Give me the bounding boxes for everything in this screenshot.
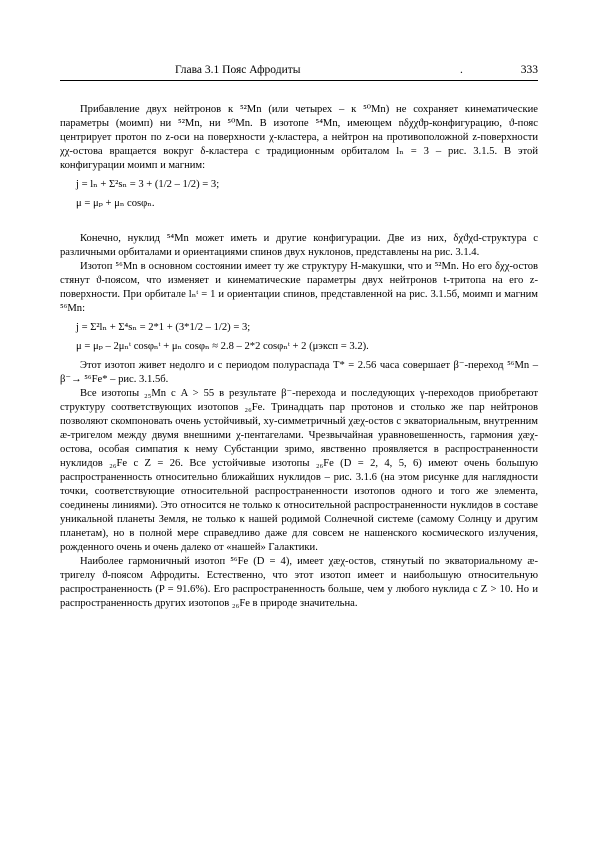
formula-3: j = Σ²lₙ + Σ⁴sₙ = 2*1 + (3*1/2 – 1/2) = 3; bbox=[76, 322, 251, 333]
page-number: 333 bbox=[520, 64, 538, 76]
chapter-title: Глава 3.1 Пояс Афродиты bbox=[175, 64, 301, 76]
paragraph-2: Конечно, нуклид ⁵⁴Mn может иметь и другие конфигурации. Две из них, δχϑχd-структура с различными орбиталами и ориентациями спинов двух нуклонов, представлены на рис. 3.1.4. bbox=[60, 233, 538, 258]
formula-2: μ = μₚ + μₙ cosφₙ. bbox=[76, 198, 155, 209]
formula-1: j = lₙ + Σ²sₙ = 3 + (1/2 – 1/2) = 3; bbox=[76, 179, 220, 190]
formula-4: μ = μₚ – 2μₙᵗ cosφₙᵗ + μₙ cosφₙ ≈ 2.8 – 2*2 cosφₙᵗ + 2 (μэксп = 3.2). bbox=[76, 341, 369, 352]
paragraph-4: Этот изотоп живет недолго и с периодом полураспада T* = 2.56 часа совершает β⁻-переход ⁵⁶Mn –β⁻→ ⁵⁶Fe* – рис. 3.1.5б. bbox=[60, 360, 538, 385]
paragraph-6: Наиболее гармоничный изотоп ⁵⁶Fe (D = 4), имеет χæχ-остов, стянутый по экваториальному æ-тригелу ϑ-поясом Афродиты. Естественно, что этот изотоп имеет и наибольшую относительную распространенность (P = 91.6%). Его распространенность больше, чем у любого нуклида с Z > 10. Но и распространенность других изотопов ₂₆Fe в природе значительна. bbox=[60, 556, 538, 609]
running-header bbox=[60, 64, 538, 81]
paragraph-1: Прибавление двух нейтронов к ⁵²Mn (или четырех – к ⁵⁰Mn) не сохраняет кинематические параметры (моимп) ни ⁵²Mn, ни ⁵⁰Mn. В изотопе ⁵⁴Mn, имеющем nδχχϑp-конфигурацию, ϑ-пояс центрирует протон по z-оси на поверхности χ-кластера, а нейтрон на противоположной z-поверхности χχ-остова вращается вокруг δ-кластера с традиционным орбиталом lₙ = 3 – рис. 3.1.5. В этой конфигурации моимп и магним: bbox=[60, 104, 538, 171]
header-dot: . bbox=[460, 64, 463, 76]
paragraph-3: Изотоп ⁵⁶Mn в основном состоянии имеет ту же структуру Н-макушки, что и ⁵²Mn. Но его δχχ-остов стянут ϑ-поясом, что изменяет и кинематические параметры двух нейтронов t-тритопа на его z-поверхности. При орбитале lₙᵗ = 1 и ориентации спинов, представленной на рис. 3.1.5б, моимп и магним ⁵⁶Mn: bbox=[60, 261, 538, 314]
page-body bbox=[60, 103, 538, 611]
spacer bbox=[60, 216, 538, 232]
paragraph-5: Все изотопы ₂₅Mn с A > 55 в результате β⁻-перехода и последующих γ-переходов приобретают структуру соответствующих изотопов ₂₆Fe. Тринадцать пар протонов и столько же пар нейтронов позволяют скомпоновать очень устойчивый, xy-симметричный χæχ-остов с экваториальным, внутренним æ-тригелом между двумя внешними χ-пентагелами. Чрезвычайная уравновешенность, гармония χæχ-остова, особая симпатия к нему Субстанции зримо, явственно проявляется в распространенности нуклидов ₂₆Fe с Z = 26. Все устойчивые изотопы ₂₆Fe (D = 2, 4, 5, 6) имеют очень большую распространенность относительно ближайших нуклидов – рис. 3.1.6 (на этом рисунке для наглядности точки, соответствующие относительной распространенности изотопов одного и того же элемента, соединены линиями). Это относится не только к относительной распространенности нуклидов в составе уникальной планеты Земля, не только к нашей родимой Солнечной системе (самому Солнцу и другим планетам), но в полной мере справедливо даже для совсем не нашенского космического излучения, рожденного очень и очень далеко от «нашей» Галактики. bbox=[60, 388, 538, 553]
